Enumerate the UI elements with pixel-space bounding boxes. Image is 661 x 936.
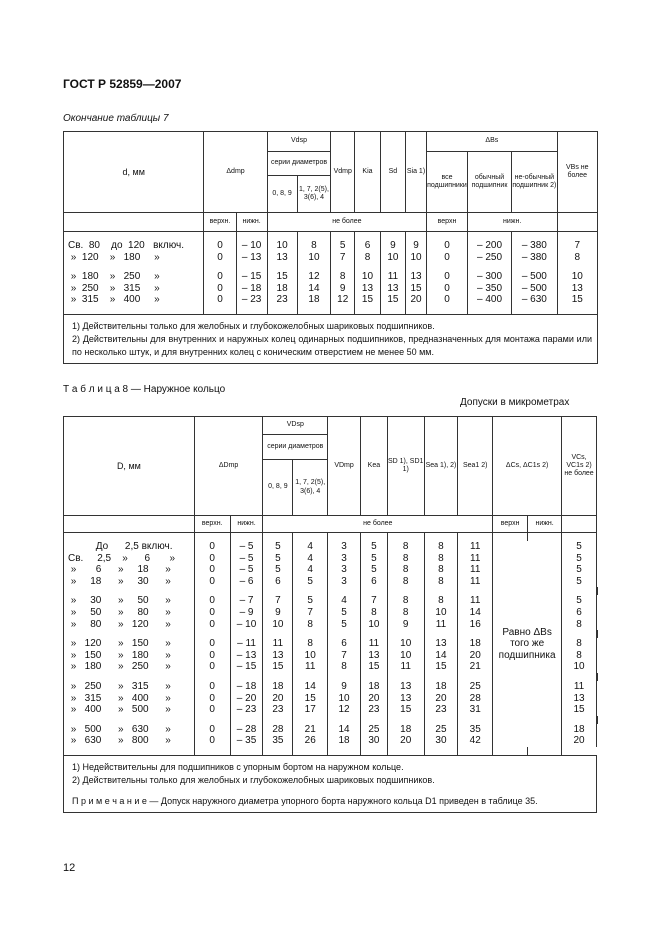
cell: 8 <box>293 638 328 650</box>
cell: 0 <box>194 638 230 650</box>
cell: 0 <box>194 693 230 705</box>
t8-h-delta-dmp: ΔDmp <box>194 417 263 516</box>
cell: 20 <box>424 693 458 705</box>
cell: 13 <box>405 271 426 283</box>
cell: 13 <box>380 283 405 295</box>
cell: 7 <box>557 240 597 252</box>
cell: – 9 <box>230 607 263 619</box>
t7-h-vdmp: Vdmp <box>331 132 355 213</box>
cell: 5 <box>328 619 361 631</box>
cell: 11 <box>387 661 424 673</box>
cell: 20 <box>387 735 424 747</box>
cell: 35 <box>263 735 293 747</box>
t7-h-series: серии диаметров <box>267 152 331 176</box>
cell: 16 <box>458 619 493 631</box>
cell: 11 <box>562 681 597 693</box>
cell: – 5 <box>230 541 263 553</box>
cell: – 350 <box>467 283 511 295</box>
cell: 10 <box>293 650 328 662</box>
t7-h-delta-dmp: Δdmp <box>204 132 267 213</box>
t7-footnote-2: 2) Действительны для внутренних и наружных колец одинарных подшипников, предназначенных для монтажа парами или по несколько штук, и для внутренних колец с коническим отверстием не менее 50 мм. <box>72 334 592 358</box>
t8-h-not-more: не более <box>263 516 493 533</box>
cell: 13 <box>267 252 297 264</box>
cell: » 250 » 315 » <box>64 283 204 295</box>
cell: – 400 <box>467 294 511 306</box>
cell: – 500 <box>512 271 557 283</box>
cell: » 120 » 180 » <box>64 252 204 264</box>
cell: 17 <box>293 704 328 716</box>
cell: 10 <box>328 693 361 705</box>
cell: 5 <box>562 564 597 576</box>
cell: 13 <box>263 650 293 662</box>
cell: » 18 » 30 » <box>64 576 195 588</box>
cell: 25 <box>360 724 387 736</box>
cell: 7 <box>331 252 355 264</box>
t8-h-upper: верхн. <box>194 516 230 533</box>
cell: – 13 <box>236 252 267 264</box>
cell: 6 <box>360 576 387 588</box>
table-row <box>64 541 598 553</box>
cell: – 6 <box>230 576 263 588</box>
cell: 0 <box>194 607 230 619</box>
cell: 15 <box>293 693 328 705</box>
cell: 5 <box>331 240 355 252</box>
cell: – 23 <box>230 704 263 716</box>
cell: 13 <box>387 681 424 693</box>
t8-h-vdsp: VDsp <box>263 417 328 435</box>
cell: » 30 » 50 » <box>64 595 195 607</box>
cell: 28 <box>263 724 293 736</box>
cell: 11 <box>293 661 328 673</box>
cell: 11 <box>424 619 458 631</box>
cell: 7 <box>263 595 293 607</box>
cell: 8 <box>424 595 458 607</box>
cell: 15 <box>424 661 458 673</box>
cell: 18 <box>263 681 293 693</box>
cell: 13 <box>355 283 381 295</box>
cell: 0 <box>204 240 236 252</box>
cell: » 250 » 315 » <box>64 681 195 693</box>
cell: 10 <box>424 607 458 619</box>
cell: 12 <box>331 294 355 306</box>
cell: 0 <box>194 541 230 553</box>
cell: 28 <box>458 693 493 705</box>
cell: 7 <box>328 650 361 662</box>
cell: 0 <box>194 619 230 631</box>
cell: 4 <box>293 564 328 576</box>
cell: 30 <box>424 735 458 747</box>
cell: 10 <box>297 252 331 264</box>
cell: – 18 <box>230 681 263 693</box>
table8-units: Допуски в микрометрах <box>460 397 570 408</box>
cell: 9 <box>328 681 361 693</box>
cell: 8 <box>387 607 424 619</box>
cell: 18 <box>424 681 458 693</box>
cell: 11 <box>458 564 493 576</box>
t8-h-sea1: Sea1 2) <box>458 417 493 516</box>
cell: 9 <box>405 240 426 252</box>
cell: 11 <box>360 638 387 650</box>
cell: 13 <box>360 650 387 662</box>
cell: 14 <box>328 724 361 736</box>
cell: 15 <box>263 661 293 673</box>
cell: 7 <box>293 607 328 619</box>
cell: – 15 <box>236 271 267 283</box>
cell: 14 <box>297 283 331 295</box>
cell: 15 <box>562 704 597 716</box>
t8-footnote-2: 2) Действительны только для желобных и глубокожелобных шариковых подшипников. <box>72 774 435 785</box>
cell: 0 <box>427 271 468 283</box>
cell: 23 <box>263 704 293 716</box>
cell: 8 <box>562 619 597 631</box>
t7-h-sd: Sd <box>380 132 405 213</box>
cell: 8 <box>328 661 361 673</box>
cell: 0 <box>204 294 236 306</box>
cell: » 6 » 18 » <box>64 564 195 576</box>
cell: 9 <box>263 607 293 619</box>
cell: 5 <box>263 564 293 576</box>
cell: 12 <box>328 704 361 716</box>
cell: 25 <box>424 724 458 736</box>
cell: 20 <box>360 693 387 705</box>
t7-h-upper2: верхн <box>427 213 468 232</box>
cell: – 5 <box>230 564 263 576</box>
cell: 0 <box>194 564 230 576</box>
cell: 21 <box>293 724 328 736</box>
t8-h-D: D, мм <box>64 417 195 516</box>
cell: 0 <box>204 283 236 295</box>
table7 <box>63 131 598 364</box>
cell: 15 <box>267 271 297 283</box>
cell: – 23 <box>236 294 267 306</box>
cell: 6 <box>328 638 361 650</box>
cell: 10 <box>387 650 424 662</box>
cell: – 200 <box>467 240 511 252</box>
cell: 14 <box>458 607 493 619</box>
t7-footnote-1: 1) Действительны только для желобных и глубокожелобных шариковых подшипников. <box>72 320 435 331</box>
cell: 0 <box>194 553 230 565</box>
cell: 9 <box>331 283 355 295</box>
cell: 18 <box>267 283 297 295</box>
cell: 18 <box>328 735 361 747</box>
cell: 7 <box>360 595 387 607</box>
cell: 11 <box>458 576 493 588</box>
t7-h-delta-bs: ΔBs <box>427 132 557 152</box>
cell: 5 <box>328 607 361 619</box>
cell: 5 <box>360 564 387 576</box>
cell: 20 <box>458 650 493 662</box>
t7-h-not-more: не более <box>267 213 427 232</box>
cell: 10 <box>263 619 293 631</box>
cell: 0 <box>194 681 230 693</box>
cell: – 11 <box>230 638 263 650</box>
t8-note: П р и м е ч а н и е — Допуск наружного диаметра упорного борта наружного кольца D1 приведен в таблице 35. <box>72 796 538 806</box>
t7-h-vdsp: Vdsp <box>267 132 331 152</box>
cell: 0 <box>194 704 230 716</box>
t7-h-kia: Kia <box>355 132 381 213</box>
cell: 4 <box>328 595 361 607</box>
cell: 18 <box>297 294 331 306</box>
cell: – 28 <box>230 724 263 736</box>
cell: 8 <box>331 271 355 283</box>
t8-h-vcs: VCs, VC1s 2) не более <box>562 417 597 516</box>
cell: Св. 2,5 » 6 » <box>64 553 195 565</box>
cell: 13 <box>557 283 597 295</box>
cell: 10 <box>355 271 381 283</box>
t8-h-s1: 0, 8, 9 <box>263 460 293 516</box>
cell: 31 <box>458 704 493 716</box>
cell: 9 <box>387 619 424 631</box>
cell: 9 <box>380 240 405 252</box>
cell: 4 <box>293 553 328 565</box>
cell: 5 <box>293 595 328 607</box>
page-number: 12 <box>63 862 76 874</box>
t8-h-lower2: нижн. <box>528 516 562 533</box>
table7-caption: Окончание таблицы 7 <box>63 113 169 124</box>
cell: 15 <box>360 661 387 673</box>
cell: 8 <box>297 240 331 252</box>
cell: 0 <box>427 294 468 306</box>
cell: 6 <box>355 240 381 252</box>
t8-h-sea: Sea 1), 2) <box>424 417 458 516</box>
t7-h-lower: нижн. <box>236 213 267 232</box>
table8-caption: Т а б л и ц а 8 — Наружное кольцо <box>63 384 226 395</box>
cell: 0 <box>194 724 230 736</box>
cell: – 35 <box>230 735 263 747</box>
cell: 35 <box>458 724 493 736</box>
cell: 20 <box>263 693 293 705</box>
cell: – 10 <box>236 240 267 252</box>
t8-h-upper2: верхн <box>493 516 528 533</box>
t8-h-lower: нижн. <box>230 516 263 533</box>
cell: 23 <box>360 704 387 716</box>
cell: 10 <box>405 252 426 264</box>
cell: 5 <box>293 576 328 588</box>
t8-h-delta-cs: ΔCs, ΔC1s 2) <box>493 417 562 516</box>
cell: 0 <box>194 735 230 747</box>
cell: 0 <box>194 650 230 662</box>
cell: » 180 » 250 » <box>64 271 204 283</box>
cell: 13 <box>562 693 597 705</box>
cell: – 5 <box>230 553 263 565</box>
t8-h-sd: SD 1), SD1 1) <box>387 417 424 516</box>
cell: 0 <box>427 252 468 264</box>
cell: – 630 <box>512 294 557 306</box>
cell: 30 <box>360 735 387 747</box>
cell: – 13 <box>230 650 263 662</box>
cell: 5 <box>263 541 293 553</box>
cell: 10 <box>557 271 597 283</box>
cell: 8 <box>424 541 458 553</box>
t7-h-unusual: не-обычный подшипник 2) <box>512 152 557 213</box>
cell: – 20 <box>230 693 263 705</box>
cell: До 2,5 включ. <box>64 541 195 553</box>
cell: » 630 » 800 » <box>64 735 195 747</box>
cell: » 80 » 120 » <box>64 619 195 631</box>
table-row <box>64 252 598 264</box>
cell: – 300 <box>467 271 511 283</box>
t7-footnotes <box>64 314 598 363</box>
cell: 10 <box>360 619 387 631</box>
cell: 20 <box>562 735 597 747</box>
cell: » 500 » 630 » <box>64 724 195 736</box>
cell: 20 <box>405 294 426 306</box>
merged-note: Равно ΔBs того же подшипника <box>493 541 562 747</box>
cell: 3 <box>328 564 361 576</box>
cell: 0 <box>204 271 236 283</box>
table-row <box>64 294 598 306</box>
cell: – 380 <box>512 252 557 264</box>
cell: 18 <box>360 681 387 693</box>
cell: 11 <box>458 541 493 553</box>
cell: – 15 <box>230 661 263 673</box>
standard-title: ГОСТ Р 52859—2007 <box>63 77 182 91</box>
cell: 5 <box>562 595 597 607</box>
cell: 5 <box>562 541 597 553</box>
cell: » 315 » 400 » <box>64 294 204 306</box>
cell: 8 <box>355 252 381 264</box>
cell: 15 <box>387 704 424 716</box>
cell: Св. 80 до 120 включ. <box>64 240 204 252</box>
cell: 5 <box>360 541 387 553</box>
cell: 15 <box>355 294 381 306</box>
cell: 8 <box>562 650 597 662</box>
cell: 6 <box>562 607 597 619</box>
t8-h-vdmp: VDmp <box>328 417 361 516</box>
cell: » 150 » 180 » <box>64 650 195 662</box>
cell: 8 <box>424 576 458 588</box>
cell: 5 <box>562 576 597 588</box>
cell: 8 <box>387 553 424 565</box>
cell: 8 <box>424 564 458 576</box>
cell: » 315 » 400 » <box>64 693 195 705</box>
cell: 11 <box>263 638 293 650</box>
cell: 3 <box>328 541 361 553</box>
cell: 0 <box>204 252 236 264</box>
cell: 21 <box>458 661 493 673</box>
cell: 18 <box>562 724 597 736</box>
cell: 23 <box>424 704 458 716</box>
table-row <box>64 240 598 252</box>
cell: 11 <box>380 271 405 283</box>
t8-h-kea: Kea <box>360 417 387 516</box>
t7-h-upper: верхн. <box>204 213 236 232</box>
cell: » 180 » 250 » <box>64 661 195 673</box>
cell: 14 <box>424 650 458 662</box>
cell: 0 <box>194 595 230 607</box>
t7-h-d: d, мм <box>64 132 204 213</box>
cell: 8 <box>557 252 597 264</box>
cell: 25 <box>458 681 493 693</box>
cell: 0 <box>194 576 230 588</box>
t8-footnotes <box>64 755 597 812</box>
cell: 8 <box>387 595 424 607</box>
cell: 8 <box>293 619 328 631</box>
cell: 13 <box>424 638 458 650</box>
t7-h-usual: обычный подшипник <box>467 152 511 213</box>
cell: – 380 <box>512 240 557 252</box>
t8-footnote-1: 1) Недействительны для подшипников с упорным бортом на наружном кольце. <box>72 761 404 772</box>
cell: 5 <box>263 553 293 565</box>
t7-h-all: все подшипники <box>427 152 468 213</box>
cell: 8 <box>562 638 597 650</box>
cell: 10 <box>380 252 405 264</box>
cell: 42 <box>458 735 493 747</box>
cell: 10 <box>387 638 424 650</box>
cell: 6 <box>263 576 293 588</box>
table-row <box>64 283 598 295</box>
t8-h-s2: 1, 7, 2(5), 3(6), 4 <box>293 460 328 516</box>
cell: 10 <box>267 240 297 252</box>
cell: – 500 <box>512 283 557 295</box>
cell: 8 <box>387 576 424 588</box>
cell: 3 <box>328 553 361 565</box>
cell: 14 <box>293 681 328 693</box>
cell: 11 <box>458 595 493 607</box>
cell: 23 <box>267 294 297 306</box>
cell: 0 <box>427 283 468 295</box>
table8 <box>63 416 598 813</box>
cell: – 7 <box>230 595 263 607</box>
cell: 18 <box>387 724 424 736</box>
cell: 8 <box>387 564 424 576</box>
cell: – 10 <box>230 619 263 631</box>
t7-h-s1: 0, 8, 9 <box>267 176 297 213</box>
cell: 8 <box>387 541 424 553</box>
cell: 5 <box>360 553 387 565</box>
cell: 26 <box>293 735 328 747</box>
t8-h-series: серии диаметров <box>263 435 328 460</box>
cell: » 50 » 80 » <box>64 607 195 619</box>
cell: 15 <box>557 294 597 306</box>
t7-h-lower2: нижн. <box>467 213 557 232</box>
cell: 11 <box>458 553 493 565</box>
cell: 18 <box>458 638 493 650</box>
t7-h-sia: Sia 1) <box>405 132 426 213</box>
cell: » 120 » 150 » <box>64 638 195 650</box>
cell: 8 <box>360 607 387 619</box>
cell: 8 <box>424 553 458 565</box>
cell: 12 <box>297 271 331 283</box>
cell: 15 <box>405 283 426 295</box>
cell: » 400 » 500 » <box>64 704 195 716</box>
cell: 3 <box>328 576 361 588</box>
table-row <box>64 271 598 283</box>
cell: 5 <box>562 553 597 565</box>
cell: 15 <box>380 294 405 306</box>
cell: 0 <box>194 661 230 673</box>
cell: – 18 <box>236 283 267 295</box>
t7-h-s2: 1, 7, 2(5), 3(6), 4 <box>297 176 331 213</box>
cell: 4 <box>293 541 328 553</box>
cell: – 250 <box>467 252 511 264</box>
cell: 13 <box>387 693 424 705</box>
cell: 0 <box>427 240 468 252</box>
t7-h-vbs: VBs не более <box>557 132 597 213</box>
cell: 10 <box>562 661 597 673</box>
